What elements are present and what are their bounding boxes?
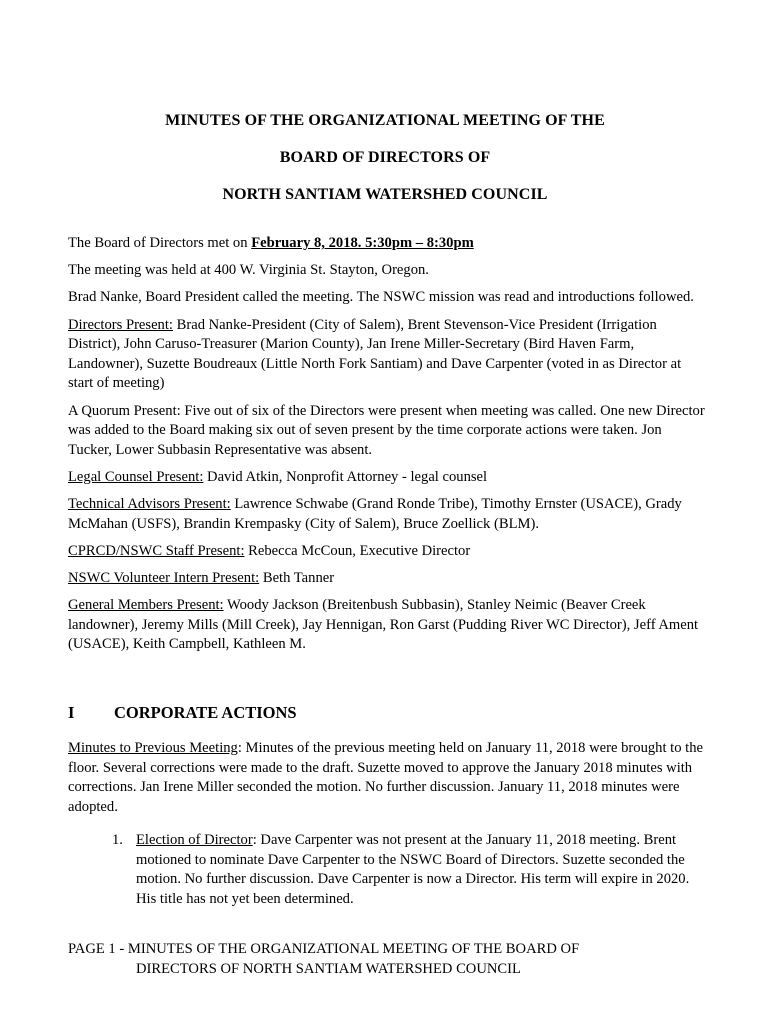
quorum-present: A Quorum Present: Five out of six of the Directors were present when meeting was called. One new Director was added to the Board making six out of seven present by the time corporate actions were taken. Jon Tucker, Lower Subbasin Representative was absent.	[68, 402, 705, 458]
meeting-date-prefix: The Board of Directors met on	[68, 235, 252, 251]
legal-text: David Atkin, Nonprofit Attorney - legal counsel	[203, 468, 488, 485]
minutes-text: : Minutes of the previous meeting held on January 11, 2018 were brought to the floor. Several corrections were made to the draft. Suzette moved to approve the January 2018 minutes with corrections. Jan Irene Miller seconded the motion. No further discussion. January 11, 2018 minutes were adopted.	[68, 740, 704, 815]
minutes-paragraph	[68, 739, 708, 817]
election-label: Election of Director	[136, 832, 253, 848]
election-text: : Dave Carpenter was not present at the January 11, 2018 meeting. Brent motioned to nominate Dave Carpenter to the NSWC Board of Directors. Suzette seconded the motion. No further discussion. Dave Carpenter is now a Director. His term will expire in 2020. His title has not yet been determined.	[136, 832, 690, 907]
intern-present	[68, 569, 708, 589]
directors-text: Brad Nanke-President (City of Salem), Brent Stevenson-Vice President (Irrigation District), John Caruso-Treasurer (Marion County), Jan Irene Miller-Secretary (Bird Haven Farm, Landowner), Suzette Boudreaux (Little North Fork Santiam) and Dave Carpenter (voted in as Director at start of meeting)	[68, 316, 682, 392]
footer-line-1: PAGE 1 - MINUTES OF THE ORGANIZATIONAL MEETING OF THE BOARD OF	[68, 941, 580, 957]
general-label: General Members Present:	[68, 597, 224, 614]
attendance-block	[68, 234, 708, 663]
title-line-3: NORTH SANTIAM WATERSHED COUNCIL	[222, 186, 548, 203]
page-footer	[68, 939, 708, 979]
staff-present	[68, 542, 708, 562]
list-item-content	[136, 831, 704, 909]
title-line-1: MINUTES OF THE ORGANIZATIONAL MEETING OF THE	[165, 112, 605, 129]
intern-text: Beth Tanner	[259, 570, 335, 587]
general-members	[68, 596, 708, 655]
section-heading	[68, 703, 708, 723]
meeting-date-paragraph	[68, 234, 708, 254]
list-marker: 1.	[112, 832, 123, 848]
directors-label: Directors Present:	[68, 316, 173, 333]
list-item	[112, 831, 704, 909]
section-title: CORPORATE ACTIONS	[114, 703, 297, 722]
meeting-date: February 8, 2018. 5:30pm – 8:30pm	[251, 235, 474, 251]
footer-line-2: DIRECTORS OF NORTH SANTIAM WATERSHED COUNCIL	[136, 961, 521, 977]
technical-advisors	[68, 495, 708, 534]
technical-label: Technical Advisors Present:	[68, 496, 231, 513]
staff-label: CPRCD/NSWC Staff Present:	[68, 542, 245, 559]
section-number: I	[68, 703, 75, 722]
meeting-location: The meeting was held at 400 W. Virginia St. Stayton, Oregon.	[68, 262, 429, 279]
general-text: Woody Jackson (Breitenbush Subbasin), Stanley Neimic (Beaver Creek landowner), Jeremy Mills (Mill Creek), Jay Hennigan, Ron Garst (Pudding River WC Director), Jeff Ament (USACE), Keith Campbell, Kathleen M.	[68, 597, 699, 653]
minutes-label: Minutes to Previous Meeting	[68, 740, 238, 756]
intern-label: NSWC Volunteer Intern Present:	[68, 570, 260, 587]
meeting-called: Brad Nanke, Board President called the meeting. The NSWC mission was read and introductions followed.	[68, 289, 694, 306]
legal-label: Legal Counsel Present:	[68, 468, 204, 485]
directors-present	[68, 316, 708, 394]
legal-counsel	[68, 468, 708, 488]
technical-text: Lawrence Schwabe (Grand Ronde Tribe), Timothy Ernster (USACE), Grady McMahan (USFS), Brandin Krempasky (City of Salem), Bruce Zoellick (BLM).	[68, 496, 682, 532]
title-line-2: BOARD OF DIRECTORS OF	[279, 149, 491, 166]
staff-text: Rebecca McCoun, Executive Director	[244, 542, 471, 559]
